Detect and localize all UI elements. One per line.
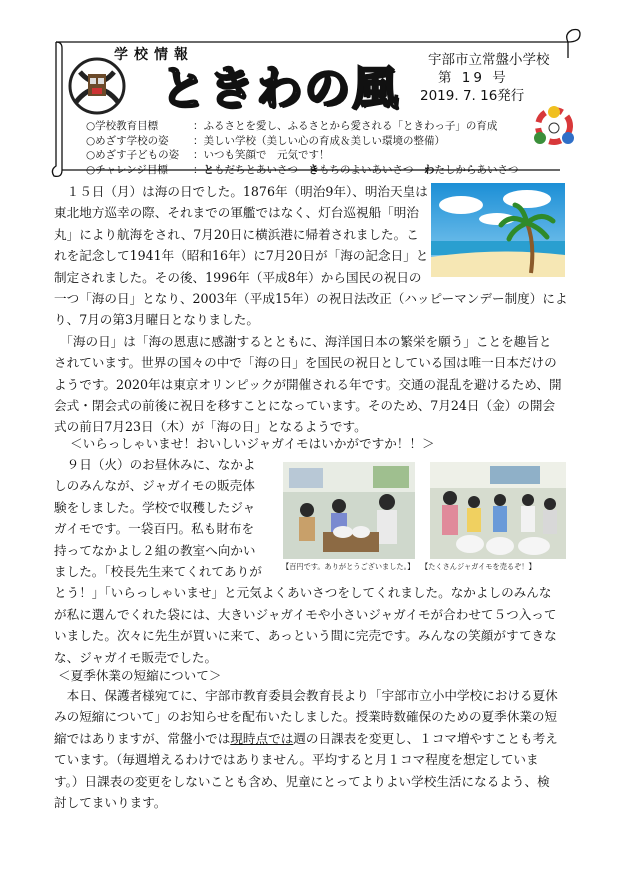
article-line: 験をしました。学校で収穫したジャ bbox=[54, 499, 256, 515]
school-name: 宇部市立常盤小学校 bbox=[428, 52, 550, 68]
article-line: ようです。2020年は東京オリンピックが開催される年です。交通の混乱を避けるため、開 bbox=[54, 376, 562, 392]
goal-row: ○学校教育目標 ：ふるさとを愛し、ふるさとから愛される「ときわっ子」の育成 bbox=[86, 120, 498, 132]
article-line: 持ってなかよし２組の教室へ向かい bbox=[54, 542, 256, 558]
article-line: 「海の日」は「海の恩恵に感謝するとともに、海洋国日本の繁栄を願う」ことを趣旨と bbox=[54, 333, 552, 349]
section-heading-summer-break: ＜夏季休業の短縮について＞ bbox=[58, 668, 222, 683]
article-line: みの短縮について」のお知らせを配布いたしました。授業時数確保のための夏季休業の短 bbox=[54, 709, 558, 725]
school-goals bbox=[86, 119, 519, 177]
issue-number: 第 19 号 bbox=[438, 70, 509, 86]
challenge-goal-row: ○チャレンジ目標 ：ともだちとあいさつ きもちのよいあいさつ わたしからあいさつ bbox=[86, 163, 519, 176]
header-small-title: 学校情報 bbox=[114, 47, 194, 63]
article-line: しのみんなが、ジャガイモの販売体 bbox=[54, 478, 255, 494]
goal-row: ○めざす学校の姿 ：美しい学校（美しい心の育成＆美しい環境の整備） bbox=[86, 134, 445, 147]
article-line: 会式・閉会式の前後に祝日を移すことになっています。そのため、7月24日（金）の開会 bbox=[54, 398, 556, 414]
article-line: されています。世界の国々の中で「海の日」を国民の祝日としている国は唯一日本だけの bbox=[54, 355, 557, 371]
issue-date: 2019. 7. 16発行 bbox=[420, 88, 525, 104]
article-line: な、ジャガイモ販売でした。 bbox=[54, 649, 218, 665]
article-line: ました。「校長先生来てくれてありが bbox=[54, 564, 262, 580]
article-summer-break bbox=[54, 685, 558, 813]
article-line: 東北地方巡幸の際、それまでの軍艦ではなく、灯台巡視船「明治 bbox=[54, 205, 419, 221]
article-line: ています。（毎週増えるわけではありません。平均すると月１コマ程度を想定していま bbox=[54, 752, 539, 768]
article-line: ガイモです。一袋百円。私も財布を bbox=[54, 521, 255, 537]
article-line: いました。次々に先生が買いに来て、あっという間に完売です。みんなの笑顔がすてきな bbox=[54, 628, 557, 644]
photo-potato-sale-counter bbox=[283, 462, 415, 559]
article-line: とう！」「いらっしゃいませ」と元気よくあいさつをしてくれました。なかよしのみんな bbox=[54, 585, 552, 601]
article-line: り、7月の第3月曜日となりました。 bbox=[54, 312, 259, 328]
article-line: れを記念して1941年（昭和16年）に7月20日が「海の記念日」と bbox=[54, 248, 429, 264]
article-line: ９日（火）のお昼休みに、なかよ bbox=[54, 457, 256, 472]
article-line: 本日、保護者様宛てに、宇部市教育委員会教育長より「宇部市立小中学校における夏休 bbox=[54, 688, 558, 703]
page-title: ときわの風 bbox=[160, 61, 400, 115]
article-line: 制定されました。その後、1996年（平成8年）から国民の祝日の bbox=[54, 269, 422, 285]
photo-children-selling-potatoes bbox=[430, 462, 566, 559]
article-line: 縮ではありますが、常盤小では現時点では週の日課表を変更し、１コマ増やすことも考え bbox=[54, 730, 558, 746]
photo-caption-1: 【百円です。ありがとうございました。】 bbox=[282, 562, 415, 571]
article-line: す。）日課表の変更をしないことも含め、児童にとってよりよい学校生活になるよう、検 bbox=[54, 773, 550, 789]
goal-row: ○めざす子どもの姿 ：いつも笑顔で 元気です！ bbox=[86, 149, 330, 161]
article-line: 式の前日7月23日（木）が「海の日」となるようです。 bbox=[54, 419, 367, 435]
article-umi-no-hi bbox=[54, 181, 568, 438]
section-heading-potato-sale: ＜いらっしゃいませ！おいしいジャガイモはいかがですか！！＞ bbox=[70, 436, 435, 451]
article-line: 一つ「海の日」となり、2003年（平成15年）の祝日法改正（ハッピーマンデー制度）によ bbox=[54, 291, 568, 307]
underlined-text: 現時点では bbox=[230, 730, 294, 746]
article-line: 討してまいります。 bbox=[54, 795, 167, 811]
article-line: が私に選んでくれた袋には、大きいジャガイモや小さいジャガイモが合わせて５つ入って bbox=[54, 606, 557, 622]
mascot-characters-icon bbox=[526, 104, 582, 152]
photo-caption-2: 【たくさんジャガイモを売るぞ！】 bbox=[421, 562, 536, 571]
article-line: 丸」により航海をされ、7月20日に横浜港に帰着されました。こ bbox=[54, 226, 419, 242]
article-line: １５日（月）は海の日でした。1876年（明治9年）、明治天皇は bbox=[54, 184, 428, 199]
school-emblem-icon bbox=[66, 56, 128, 116]
